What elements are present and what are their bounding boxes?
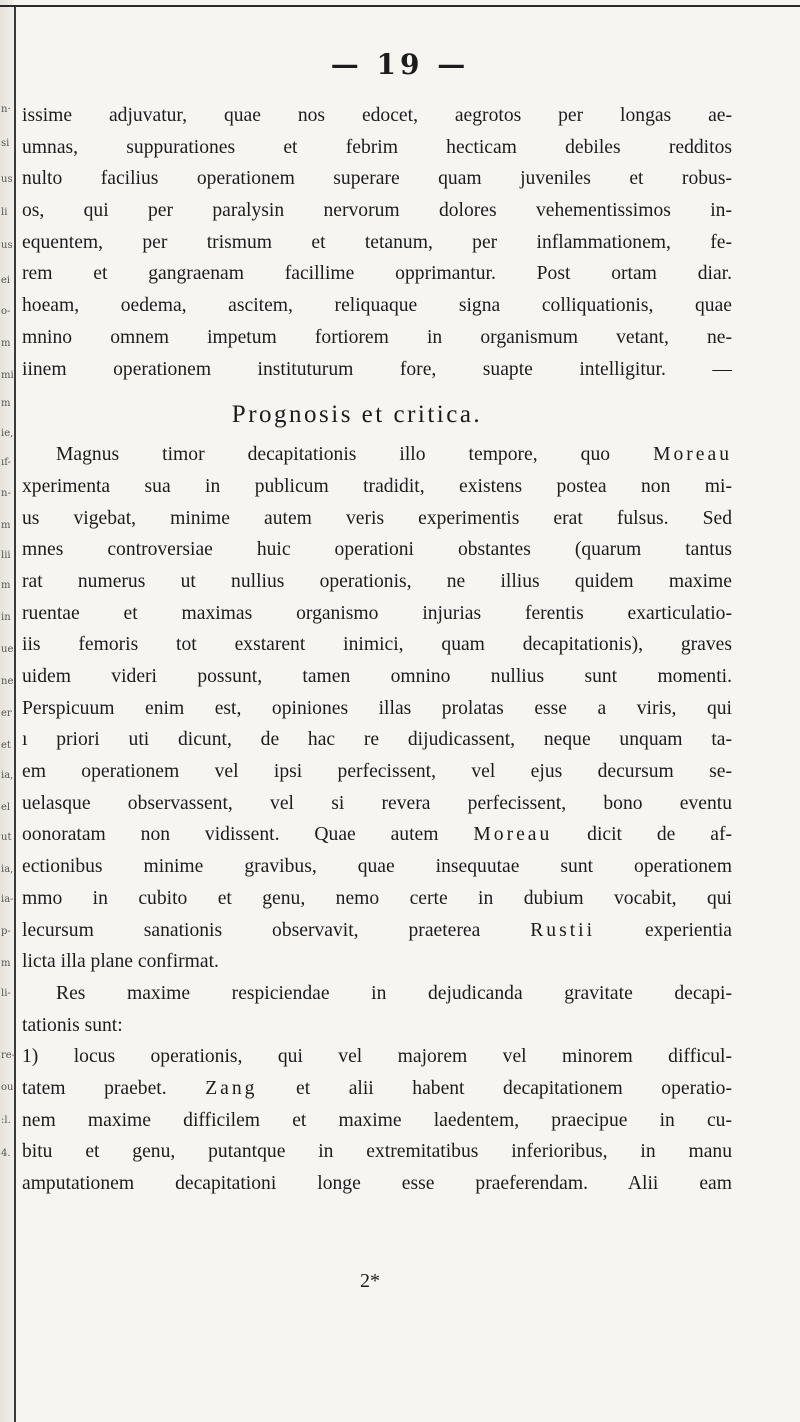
text-span: Magnus timor decapitationis illo tempore, quo [56,444,654,466]
gutter-fragment: ia, [1,864,14,875]
text-span: oonoratam non vidissent. Quae autem [22,824,474,846]
text-line [22,819,732,851]
text-line: issime adjuvatur, quae nos edocet, aegrotos per longas ae- [22,105,732,126]
gutter-fragment: m [1,520,11,531]
gutter-fragment: ut [1,832,12,843]
gutter-fragment: mi [1,370,14,381]
text-line: licta illa plane confirmat. [22,951,219,973]
gutter-fragment: er [1,708,12,719]
page-number: — 19 — [330,48,470,81]
gutter-fragment: p- [1,926,11,937]
text-span: et alii habent decapitationem operatio- [257,1077,732,1099]
gutter-fragment: li [1,207,8,218]
text-span: dicit de af- [552,824,732,846]
gutter-fragment: m [1,958,11,969]
text-line [22,439,732,471]
text-line: bitu et genu, putantque in extremitatibus inferioribus, in manu [22,1141,732,1163]
gutter-fragment: et [1,740,11,751]
text-line: mnino omnem impetum fortiorem in organismum vetant, ne- [22,326,732,348]
gutter-fragment: us [1,174,13,185]
gutter-fragment: ue [1,644,14,655]
gutter-fragment: ıf- [1,457,11,468]
text-line: mnes controversiae huic operationi obstantes (quarum tantus [22,539,732,561]
text-line: uidem videri possunt, tamen omnino nullius sunt momenti. [22,666,732,687]
gutter-fragment: ia, [1,770,14,781]
text-line: amputationem decapitationi longe esse praeferendam. Alii eam [22,1173,732,1195]
text-span: experientia [595,919,732,941]
author-name: Rustii [530,919,596,941]
text-line: nem maxime difficilem et maxime laedentem, praecipue in cu- [22,1109,732,1131]
text-line: rem et gangraenam facillime opprimantur. Post ortam diar. [22,263,732,285]
gutter-fragment: ne [1,676,14,687]
paragraph-2 [22,439,732,978]
gutter-fragment: in [1,612,11,623]
text-line: iis femoris tot exstarent inimici, quam decapitationis), graves [22,634,732,656]
gutter-fragment: ei [1,275,11,286]
gutter-fragment: lii [1,550,11,561]
text-line: em operationem vel ipsi perfecissent, vel ejus decursum se- [22,761,732,783]
text-span: lecursum sanationis observavit, praeterea [22,919,531,941]
gutter-fragment: li- [1,988,11,999]
text-line: tationis sunt: [22,1014,123,1036]
gutter-fragment: ie, [1,428,14,439]
author-name: Moreau [653,444,732,466]
text-line: Perspicuum enim est, opiniones illas prolatas esse a viris, qui [22,697,732,719]
author-name: Moreau [473,824,553,846]
gutter-fragment: si [1,138,10,149]
text-line: nulto facilius operationem superare quam juveniles et robus- [22,168,732,190]
gutter-fragment: o- [1,306,11,317]
text-line: equentem, per trismum et tetanum, per inflammationem, fe- [22,231,732,253]
top-rule [0,5,800,7]
text-line: ruentae et maximas organismo injurias ferentis exarticulatio- [22,602,732,624]
gutter-fragments [0,0,16,1422]
text-line: iinem operationem instituturum fore, suapte intelligitur. — [22,358,732,380]
gutter-fragment: 4. [1,1148,11,1159]
text-line: uelasque observassent, vel si revera perfecissent, bono eventu [22,792,732,814]
section-heading: Prognosis et critica. [231,401,483,429]
gutter-fragment: ia- [1,894,14,905]
gutter-fragment: n- [1,488,11,499]
text-line: hoeam, oedema, ascitem, reliquaque signa colliquationis, quae [22,295,732,317]
list-item-line: 1) locus operationis, qui vel majorem vel minorem difficul- [22,1046,732,1068]
text-line: ı priori uti dicunt, de hac re dijudicassent, neque unquam ta- [22,729,732,751]
text-span: tatem praebet. [22,1077,206,1099]
text-line: ectionibus minime gravibus, quae insequutae sunt operationem [22,856,732,878]
main-text [22,100,732,1200]
paragraph-1 [22,100,732,385]
text-line: Res maxime respiciendae in dejudicanda gravitate decapi- [56,982,732,1004]
signature-mark: 2* [360,1270,380,1292]
gutter-fragment: ou [1,1082,14,1093]
author-name: Zang [205,1077,258,1099]
text-line [22,915,732,947]
gutter-fragment: m [1,338,11,349]
gutter-fragment: n· [1,104,11,115]
gutter-fragment: el [1,802,11,813]
text-line: os, qui per paralysin nervorum dolores vehementissimos in- [22,200,732,222]
gutter-fragment: :l. [1,1115,11,1126]
gutter-fragment: m [1,580,11,591]
gutter-fragment: us [1,240,13,251]
gutter-fragment: re- [1,1050,16,1061]
text-line: rat numerus ut nullius operationis, ne illius quidem maxime [22,570,732,592]
list-item-line [22,1073,732,1105]
gutter-fragment: m [1,398,11,409]
text-line: xperimenta sua in publicum tradidit, existens postea non mi- [22,475,732,497]
text-line: mmo in cubito et genu, nemo certe in dubium vocabit, qui [22,887,732,909]
text-line: umnas, suppurationes et febrim hecticam debiles redditos [22,136,732,158]
text-line: us vigebat, minime autem veris experimentis erat fulsus. Sed [22,507,732,529]
paragraph-3 [22,978,732,1200]
